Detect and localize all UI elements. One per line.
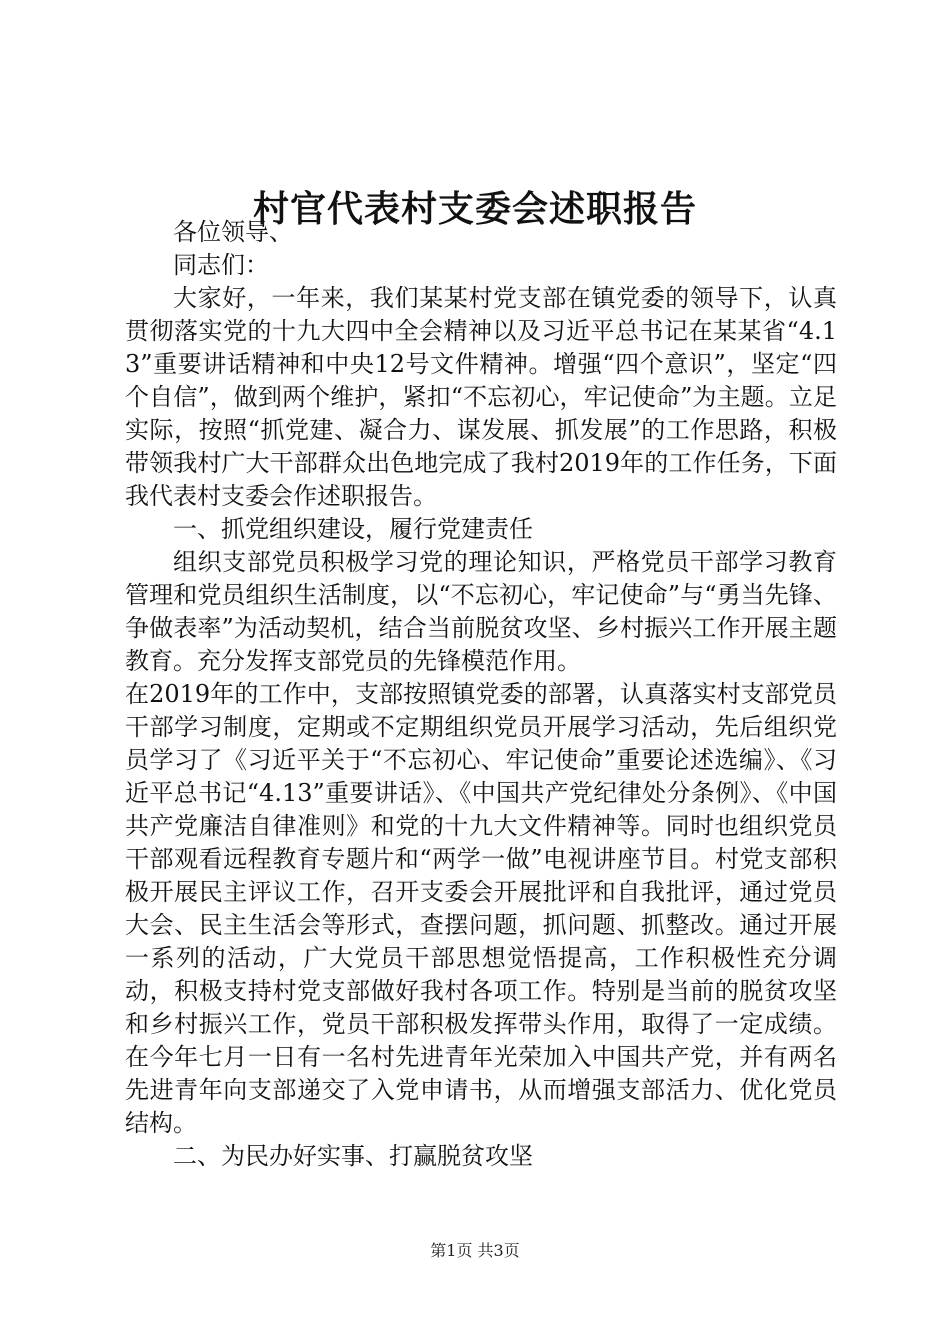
section-heading-1: 一、抓党组织建设，履行党建责任 <box>173 515 533 543</box>
paragraph-intro: 大家好，一年来，我们某某村党支部在镇党委的领导下，认真贯彻落实党的十九大四中全会精神以及习近平总书记在某某省“4.13”重要讲话精神和中央12号文件精神。增强“四个意识”，坚定“四个自信”，做到两个维护，紧扣“不忘初心，牢记使命”为主题。立足实际，按照“抓党建、凝合力、谋发展、抓发展”的工作思路，积极带领我村广大干部群众出色地完成了我村2019年的工作任务，下面我代表村支委会作述职报告。 <box>125 284 837 510</box>
document-title: 村官代表村支委会述职报告 <box>252 188 697 230</box>
section-heading-2: 二、为民办好实事、打赢脱贫攻坚 <box>173 1142 533 1170</box>
document-body <box>125 216 837 1173</box>
paragraph-section-1a: 组织支部党员积极学习党的理论知识，严格党员干部学习教育管理和党员组织生活制度，以“不忘初心，牢记使命”与“勇当先锋、争做表率”为活动契机，结合当前脱贫攻坚、乡村振兴工作开展主题教育。充分发挥支部党员的先锋模范作用。 <box>125 548 837 675</box>
salutation-line-2: 同志们： <box>173 251 269 279</box>
paragraph-section-1b: 在2019年的工作中，支部按照镇党委的部署，认真落实村支部党员干部学习制度，定期或不定期组织党员开展学习活动，先后组织党员学习了《习近平关于“不忘初心、牢记使命”重要论述选编》、《习近平总书记“4.13”重要讲话》、《中国共产党纪律处分条例》、《中国共产党廉洁自律准则》和党的十九大文件精神等。同时也组织党员干部观看远程教育专题片和“两学一做”电视讲座节目。村党支部积极开展民主评议工作，召开支委会开展批评和自我批评，通过党员大会、民主生活会等形式，查摆问题，抓问题、抓整改。通过开展一系列的活动，广大党员干部思想觉悟提高，工作积极性充分调动，积极支持村党支部做好我村各项工作。特别是当前的脱贫攻坚和乡村振兴工作，党员干部积极发挥带头作用，取得了一定成绩。在今年七月一日有一名村先进青年光荣加入中国共产党，并有两名先进青年向支部递交了入党申请书，从而增强支部活力、优化党员结构。 <box>125 680 837 1137</box>
salutation-line-1: 各位领导、 <box>173 218 293 246</box>
page-number-footer: 第1页 共3页 <box>430 1241 520 1260</box>
